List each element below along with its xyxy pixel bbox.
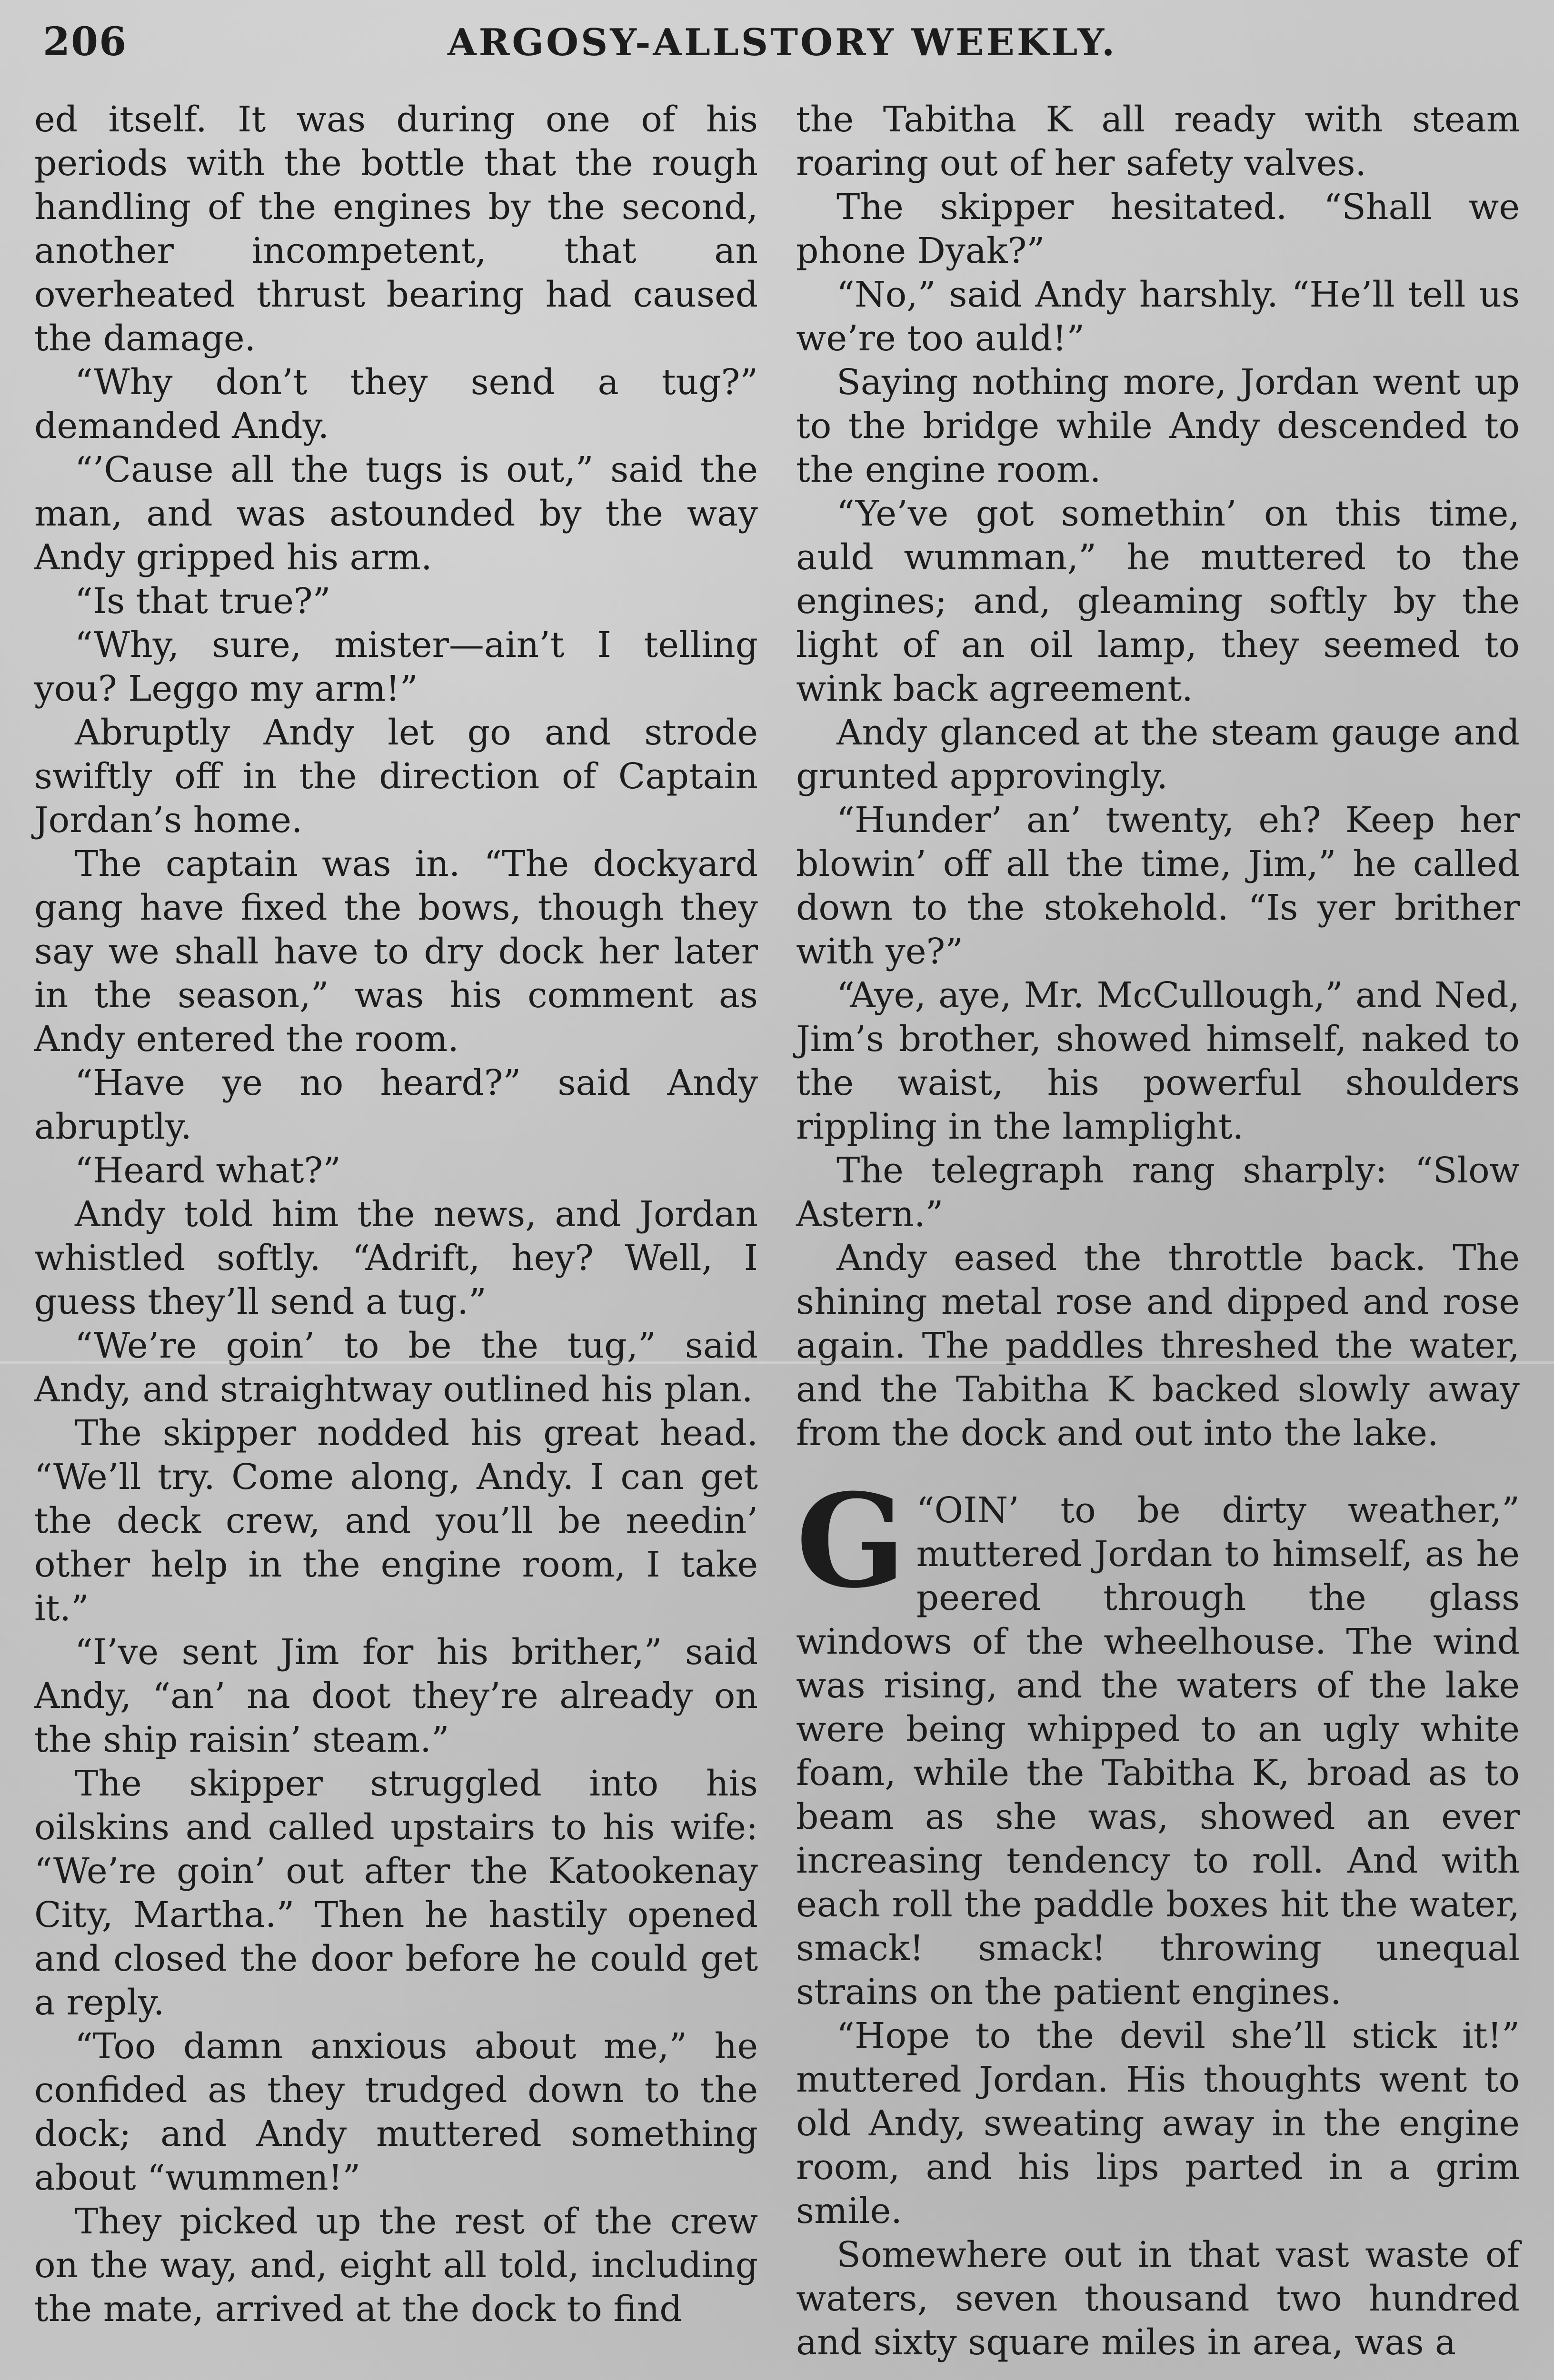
section-opening-paragraph [796,1465,1520,2014]
paragraph: “Have ye no heard?” said Andy abruptly. [34,1062,758,1147]
paragraph: Somewhere out in that vast waste of waters, seven thousand two hundred and sixty square miles in area, was a [796,2234,1520,2363]
paragraph: They picked up the rest of the crew on the way, and, eight all told, including the mate, arrived at the dock to find [34,2201,758,2330]
paragraph: “Heard what?” [75,1150,341,1191]
paragraph: “We’re goin’ to be the tug,” said Andy, and straightway outlined his plan. [34,1325,758,1410]
paragraph: “Hope to the devil she’ll stick it!” muttered Jordan. His thoughts went to old Andy, sweating away in the engine room, and his lips parted in a grim smile. [796,2015,1520,2231]
opening-quote-mark: “ [916,1490,935,1531]
section-opening-text: OIN’ to be dirty weather,” muttered Jordan to himself, as he peered through the glass windows of the wheelhouse. The wind was rising, and the waters of the lake were being whipped to an ugly white foam, while the Tabitha K, broad as to beam as she was, showed an ever increasing tendency to roll. And with each roll the paddle boxes hit the water, smack! smack! throwing unequal strains on the patient engines. [796,1490,1520,2013]
paragraph: Andy glanced at the steam gauge and grunted approvingly. [796,712,1520,797]
paragraph: “Too damn anxious about me,” he confided as they trudged down to the dock; and Andy muttered something about “wummen!” [34,2026,758,2198]
paragraph: Andy told him the news, and Jordan whistled softly. “Adrift, hey? Well, I guess they’ll send a tug.” [34,1194,758,1322]
paragraph: Saying nothing more, Jordan went up to the bridge while Andy descended to the engine room. [796,362,1520,490]
paragraph: “No,” said Andy harshly. “He’ll tell us we’re too auld!” [796,274,1520,359]
drop-cap: G [796,1465,906,1616]
paragraph: “Hunder’ an’ twenty, eh? Keep her blowin’ off all the time, Jim,” he called down to the stokehold. “Is yer brither with ye?” [796,800,1520,972]
paragraph: The captain was in. “The dockyard gang have fixed the bows, though they say we shall have to dry dock her later in the season,” was his comment as Andy entered the room. [34,843,758,1060]
paragraph: “Why don’t they send a tug?” demanded Andy. [34,362,758,446]
paragraph: “Aye, aye, Mr. McCullough,” and Ned, Jim’s brother, showed himself, naked to the waist, his powerful shoulders rippling in the lamplight. [796,975,1520,1147]
page-header [33,19,1524,71]
paper-fold-line [0,1361,1554,1364]
paragraph: “Why, sure, mister—ain’t I telling you? Leggo my arm!” [34,625,758,709]
page-number: 206 [43,19,128,65]
paragraph: The skipper struggled into his oilskins and called upstairs to his wife: “We’re goin’ out after the Katookenay City, Martha.” Then he hastily opened and closed the door before he could get a reply. [34,1763,758,2023]
right-column [796,98,1520,2364]
paragraph: “I’ve sent Jim for his brither,” said Andy, “an’ na doot they’re already on the ship raisin’ steam.” [34,1632,758,1760]
paragraph: The skipper hesitated. “Shall we phone Dyak?” [796,187,1520,271]
paragraph: The skipper nodded his great head. “We’ll try. Come along, Andy. I can get the deck crew, and you’ll be needin’ other help in the engine room, I take it.” [34,1413,758,1629]
paragraph: The telegraph rang sharply: “Slow Astern.” [796,1150,1520,1235]
running-head: ARGOSY-ALLSTORY WEEKLY. [448,21,1117,64]
paragraph: the Tabitha K all ready with steam roaring out of her safety valves. [796,99,1520,184]
paragraph: “Is that true?” [75,581,331,622]
paragraph: ed itself. It was during one of his periods with the bottle that the rough handling of the engines by the second, another incompetent, that an overheated thrust bearing had caused the damage. [34,99,758,359]
paragraph: “Ye’ve got somethin’ on this time, auld wumman,” he muttered to the engines; and, gleaming softly by the light of an oil lamp, they seemed to wink back agreement. [796,493,1520,709]
paragraph: Abruptly Andy let go and strode swiftly off in the direction of Captain Jordan’s home. [34,712,758,841]
paragraph: “’Cause all the tugs is out,” said the man, and was astounded by the way Andy gripped his arm. [34,449,758,578]
left-column [34,98,758,2331]
paragraph: Andy eased the throttle back. The shining metal rose and dipped and rose again. The paddles threshed the water, and the Tabitha K backed slowly away from the dock and out into the lake. [796,1238,1520,1454]
